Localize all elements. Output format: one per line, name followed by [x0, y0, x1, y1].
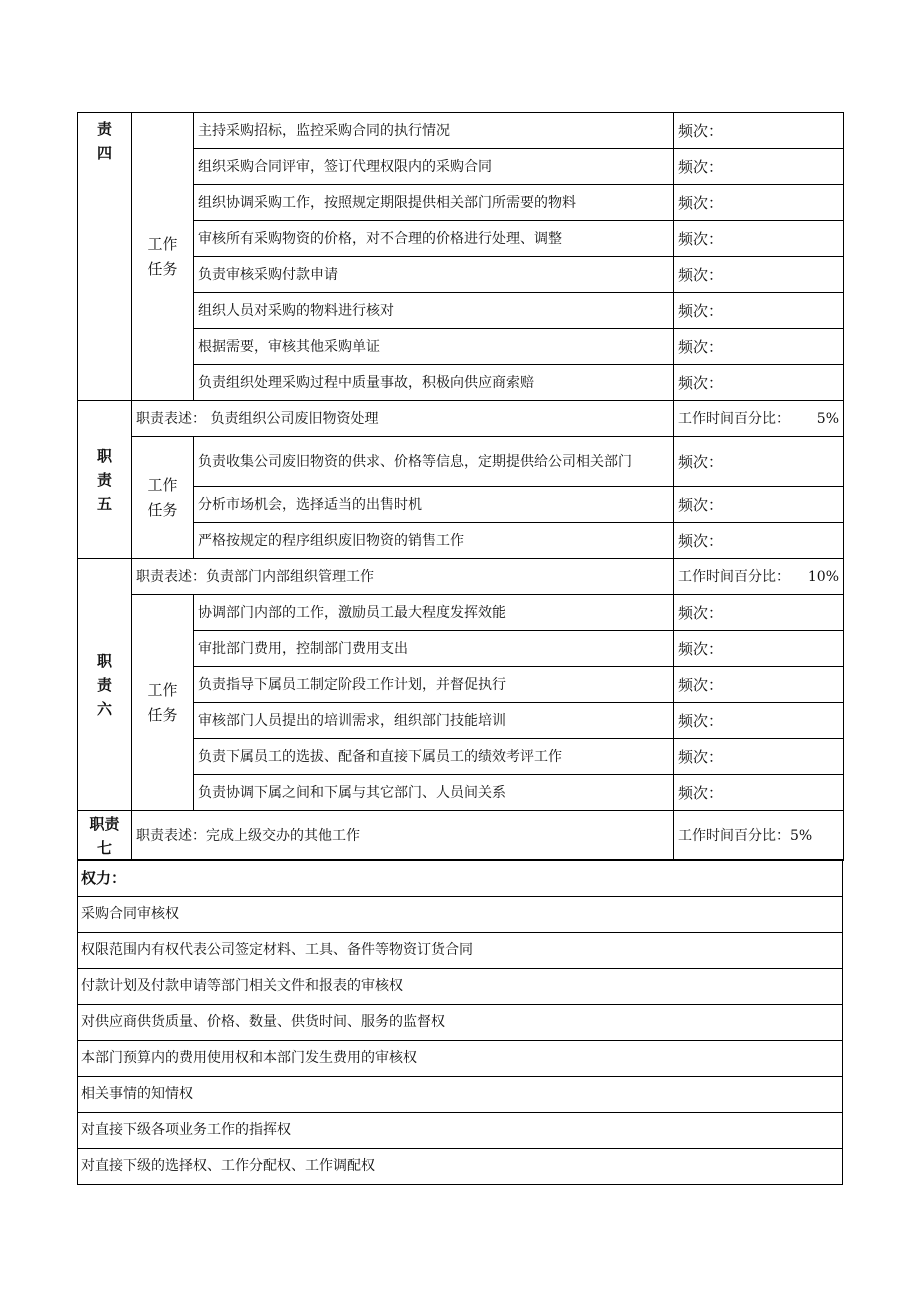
duty6-description: 职责表述：负责部门内部组织管理工作 — [132, 559, 674, 595]
duty4-task: 组织协调采购工作，按照规定期限提供相关部门所需要的物料 — [194, 185, 674, 221]
frequency-cell: 频次： — [674, 523, 844, 559]
frequency-cell: 频次： — [674, 329, 844, 365]
power-item: 对直接下级的选择权、工作分配权、工作调配权 — [78, 1148, 843, 1184]
duty4-task: 负责组织处理采购过程中质量事故，积极向供应商索赔 — [194, 365, 674, 401]
power-item: 对供应商供货质量、价格、数量、供货时间、服务的监督权 — [78, 1004, 843, 1040]
duty5-heading: 职 责 五 — [78, 401, 132, 559]
duty6-heading: 职 责 六 — [78, 559, 132, 811]
frequency-cell: 频次： — [674, 365, 844, 401]
powers-title: 权力： — [78, 860, 843, 896]
frequency-cell: 频次： — [674, 113, 844, 149]
duty5-task: 负责收集公司废旧物资的供求、价格等信息，定期提供给公司相关部门 — [194, 437, 674, 487]
duty6-task: 负责协调下属之间和下属与其它部门、人员间关系 — [194, 775, 674, 811]
duty4-heading: 责 四 — [78, 113, 132, 401]
frequency-cell: 频次： — [674, 631, 844, 667]
duty5-work-label: 工作 任务 — [132, 437, 194, 559]
duty6-time-percent: 工作时间百分比： 10% — [674, 559, 844, 595]
frequency-cell: 频次： — [674, 293, 844, 329]
duty4-task: 组织采购合同评审，签订代理权限内的采购合同 — [194, 149, 674, 185]
duty7-time-percent: 工作时间百分比：5% — [674, 811, 844, 861]
duty4-task: 负责审核采购付款申请 — [194, 257, 674, 293]
duty4-task: 根据需要，审核其他采购单证 — [194, 329, 674, 365]
duty6-task: 协调部门内部的工作，激励员工最大程度发挥效能 — [194, 595, 674, 631]
duty7-description: 职责表述：完成上级交办的其他工作 — [132, 811, 674, 861]
frequency-cell: 频次： — [674, 667, 844, 703]
power-item: 权限范围内有权代表公司签定材料、工具、备件等物资订货合同 — [78, 932, 843, 968]
duty5-description: 职责表述： 负责组织公司废旧物资处理 — [132, 401, 674, 437]
duty5-time-percent: 工作时间百分比： 5% — [674, 401, 844, 437]
power-item: 相关事情的知情权 — [78, 1076, 843, 1112]
duty5-task: 严格按规定的程序组织废旧物资的销售工作 — [194, 523, 674, 559]
duty7-heading: 职责 七 — [78, 811, 132, 861]
frequency-cell: 频次： — [674, 221, 844, 257]
frequency-cell: 频次： — [674, 487, 844, 523]
frequency-cell: 频次： — [674, 257, 844, 293]
power-item: 采购合同审核权 — [78, 896, 843, 932]
duty6-work-label: 工作 任务 — [132, 595, 194, 811]
duty4-task: 组织人员对采购的物料进行核对 — [194, 293, 674, 329]
duty5-task: 分析市场机会，选择适当的出售时机 — [194, 487, 674, 523]
duty4-task: 审核所有采购物资的价格，对不合理的价格进行处理、调整 — [194, 221, 674, 257]
powers-table — [77, 859, 843, 1185]
duties-table — [77, 112, 844, 861]
duty4-task: 主持采购招标，监控采购合同的执行情况 — [194, 113, 674, 149]
frequency-cell: 频次： — [674, 775, 844, 811]
power-item: 付款计划及付款申请等部门相关文件和报表的审核权 — [78, 968, 843, 1004]
frequency-cell: 频次： — [674, 149, 844, 185]
frequency-cell: 频次： — [674, 185, 844, 221]
frequency-cell: 频次： — [674, 739, 844, 775]
duty6-task: 审批部门费用，控制部门费用支出 — [194, 631, 674, 667]
duty6-task: 负责下属员工的选拔、配备和直接下属员工的绩效考评工作 — [194, 739, 674, 775]
duty6-task: 审核部门人员提出的培训需求，组织部门技能培训 — [194, 703, 674, 739]
frequency-cell: 频次： — [674, 437, 844, 487]
duty6-task: 负责指导下属员工制定阶段工作计划，并督促执行 — [194, 667, 674, 703]
power-item: 本部门预算内的费用使用权和本部门发生费用的审核权 — [78, 1040, 843, 1076]
duty4-work-label: 工作 任务 — [132, 113, 194, 401]
frequency-cell: 频次： — [674, 703, 844, 739]
frequency-cell: 频次： — [674, 595, 844, 631]
power-item: 对直接下级各项业务工作的指挥权 — [78, 1112, 843, 1148]
